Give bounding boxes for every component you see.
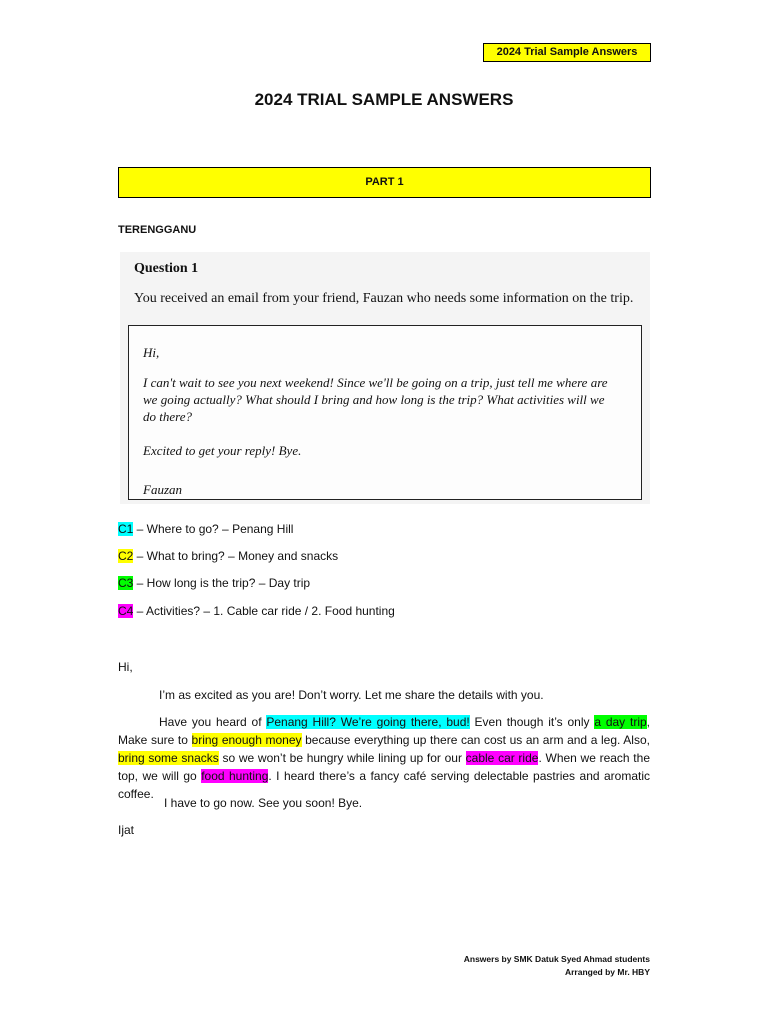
email-box (128, 325, 642, 500)
footer-arranged: Arranged by Mr. HBY (564, 967, 650, 977)
content-point-c1 (118, 522, 293, 536)
email-line-3: do there? (143, 409, 192, 424)
text-run: , Make sure to (118, 715, 651, 747)
content-point-text: – Activities? – 1. Cable car ride / 2. Food hunting (133, 604, 395, 618)
text-run: Even though it’s only (469, 715, 595, 729)
highlight-c2: bring enough money (191, 733, 302, 747)
content-point-text: – What to bring? – Money and snacks (133, 549, 339, 563)
content-point-text: – How long is the trip? – Day trip (133, 576, 311, 590)
answer-signature: Ijat (118, 823, 135, 837)
email-line-1: I can't wait to see you next weekend! Since we'll be going on a trip, just tell me where are (143, 375, 608, 390)
footer-credit: Answers by SMK Datuk Syed Ahmad students (463, 954, 650, 964)
highlight-c2: bring some snacks (118, 751, 219, 765)
header-tag: 2024 Trial Sample Answers (483, 43, 651, 62)
text-run: so we won’t be hungry while lining up for our (218, 751, 466, 765)
code-badge: C1 (118, 522, 134, 536)
text-run: . I heard there’s a fancy café serving delectable pastries and aromatic coffee. (118, 769, 651, 801)
email-greeting: Hi, (143, 345, 160, 360)
text-run: because everything up there can cost us an arm and a leg. Also, (301, 733, 650, 747)
content-point-c3 (118, 576, 310, 590)
code-badge: C3 (118, 576, 134, 590)
text-run: . When we reach the top, we will go (118, 751, 650, 783)
answer-greeting: Hi, (118, 660, 133, 674)
page-title: 2024 TRIAL SAMPLE ANSWERS (254, 90, 514, 109)
highlight-c1: Penang Hill? We’re going there, bud! (266, 715, 470, 729)
answer-intro: I’m as excited as you are! Don’t worry. Let me share the details with you. (159, 688, 544, 702)
code-badge: C2 (118, 549, 134, 563)
highlight-c4: cable car ride (465, 751, 539, 765)
part-banner: PART 1 (118, 167, 651, 198)
content-point-c2 (118, 549, 338, 563)
email-line-2: we going actually? What should I bring and how long is the trip? What activities will we (143, 392, 605, 407)
text-run: Have you heard of (159, 715, 267, 729)
code-badge: C4 (118, 604, 134, 618)
region-label: TERENGGANU (118, 224, 197, 236)
highlight-c4: food hunting (201, 769, 269, 783)
email-closing: Excited to get your reply! Bye. (143, 443, 302, 458)
answer-paragraph (118, 713, 650, 803)
question-title: Question 1 (134, 261, 199, 276)
email-signature: Fauzan (143, 482, 182, 497)
highlight-c3: a day trip (594, 715, 647, 729)
content-point-text: – Where to go? – Penang Hill (133, 522, 294, 536)
content-point-c4 (118, 604, 395, 618)
answer-closing: I have to go now. See you soon! Bye. (164, 796, 363, 810)
question-prompt: You received an email from your friend, Fauzan who needs some information on the trip. (134, 291, 634, 306)
